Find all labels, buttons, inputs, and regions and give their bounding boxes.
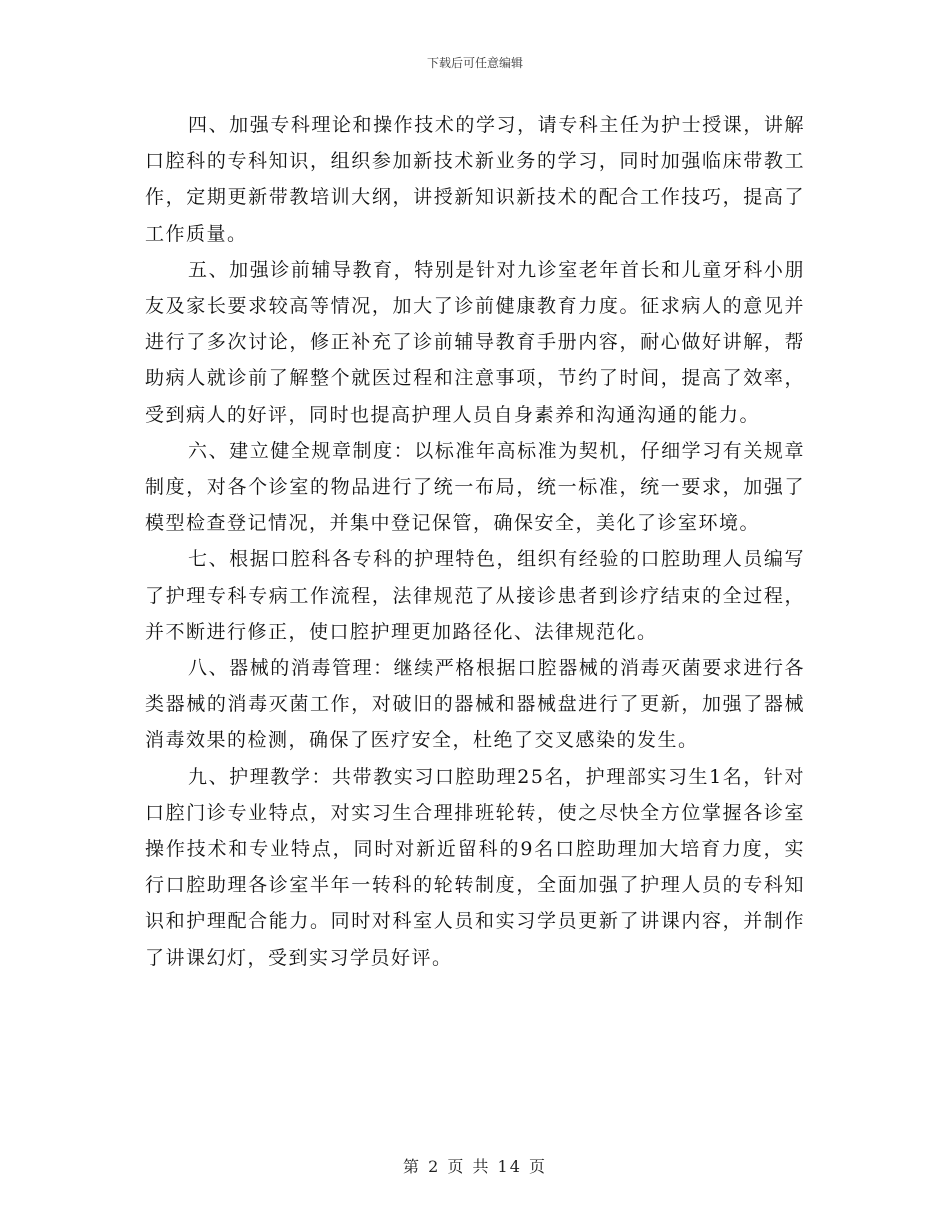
paragraph-8: 八、器械的消毒管理：继续严格根据口腔器械的消毒灭菌要求进行各类器械的消毒灭菌工作，对破旧的器械和器械盘进行了更新，加强了器械消毒效果的检测，确保了医疗安全，杜绝了交叉感染的发生。 [145, 657, 805, 752]
paragraph-6: 六、建立健全规章制度：以标准年高标准为契机，仔细学习有关规章制度，对各个诊室的物品进行了统一布局，统一标准，统一要求，加强了模型检查登记情况，并集中登记保管，确保安全，美化了诊室环境。 [145, 439, 805, 535]
paragraph-5: 五、加强诊前辅导教育，特别是针对九诊室老年首长和儿童牙科小朋友及家长要求较高等情况，加大了诊前健康教育力度。征求病人的意见并进行了多次讨论，修正补充了诊前辅导教育手册内容，耐心做好讲解，帮助病人就诊前了解整个就医过程和注意事项，节约了时间，提高了效率，受到病人的好评，同时也提高护理人员自身素养和沟通沟通的能力。 [145, 258, 805, 426]
page-header-note: 下载后可任意编辑 [426, 56, 523, 70]
page-number-footer: 第 2 页 共 14 页 [403, 1157, 547, 1176]
paragraph-7: 七、根据口腔科各专科的护理特色，组织有经验的口腔助理人员编写了护理专科专病工作流程，法律规范了从接诊患者到诊疗结束的全过程，并不断进行修正，使口腔护理更加路径化、法律规范化。 [145, 548, 805, 643]
document-body [145, 107, 805, 976]
paragraph-4: 四、加强专科理论和操作技术的学习，请专科主任为护士授课，讲解口腔科的专科知识，组织参加新技术新业务的学习，同时加强临床带教工作，定期更新带教培训大纲，讲授新知识新技术的配合工作技巧，提高了工作质量。 [145, 114, 805, 245]
paragraph-9: 九、护理教学：共带教实习口腔助理25名，护理部实习生1名，针对口腔门诊专业特点，对实习生合理排班轮转，使之尽快全方位掌握各诊室操作技术和专业特点，同时对新近留科的9名口腔助理加大培育力度，实行口腔助理各诊室半年一转科的轮转制度，全面加强了护理人员的专科知识和护理配合能力。同时对科室人员和实习学员更新了讲课内容，并制作了讲课幻灯，受到实习学员好评。 [145, 765, 805, 969]
